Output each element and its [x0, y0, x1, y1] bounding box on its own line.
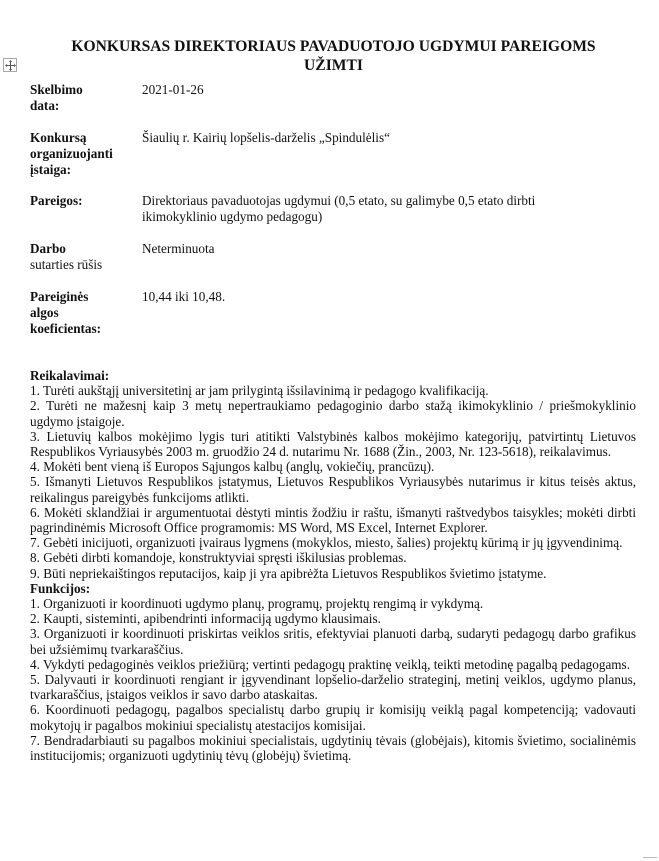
function-item: 6. Koordinuoti pedagogų, pagalbos specialistų darbo grupių ir komisijų veiklą pagal kompetenciją; vadovauti mokytojų ir pagalbos mokiniui specialistų atestacijos komisijai.	[30, 702, 636, 733]
requirement-item: 1. Turėti aukštąjį universitetinį ar jam prilygintą išsilavinimą ir pedagogo kvalifikaciją.	[30, 383, 489, 399]
function-item: 2. Kaupti, sisteminti, apibendrinti informaciją ugdymo klausimais.	[30, 611, 381, 627]
function-item: 7. Bendradarbiauti su pagalbos mokiniui specialistais, ugdytinių tėvais (globėjais), kitomis švietimo, socialinėmis institucijomis; organizuoti ugdytinių tėvų (globėjų) švietimą.	[30, 732, 636, 764]
document-title	[26, 37, 641, 75]
requirement-item: 8. Gebėti dirbti komandoje, konstruktyviai spręsti iškilusias problemas.	[30, 550, 407, 566]
document-body	[30, 368, 636, 763]
info-label: Pareiginės algos koeficientas:	[30, 289, 102, 336]
page-corner-mark	[643, 857, 657, 858]
info-label: Konkursą organizuojanti įstaiga:	[30, 130, 113, 177]
info-value: 2021-01-26	[142, 82, 204, 97]
function-item: 5. Dalyvauti ir koordinuoti rengiant ir įgyvendinant lopšelio-darželio strateginį, metinį veiklos, ugdymo planus, tvarkaraščius, įstaigos veiklos ir savo darbo ataskaitas.	[30, 672, 636, 703]
move-arrows-icon	[5, 60, 16, 71]
requirement-item: 7. Gebėti inicijuoti, organizuoti įvairaus lygmens (mokyklos, miesto, šalies) projektų kūrimą ir jų įgyvendinimą.	[30, 535, 623, 551]
info-label: Pareigos:	[30, 193, 83, 208]
info-value: Šiaulių r. Kairių lopšelis-darželis „Spindulėlis“	[142, 130, 390, 145]
table-move-handle[interactable]	[3, 58, 17, 72]
requirement-item: 9. Būti nepriekaištingos reputacijos, kaip ji yra apibrėžta Lietuvos Respublikos švietimo įstatyme.	[30, 565, 547, 581]
info-label: Darbo sutarties rūšis	[30, 241, 103, 272]
requirement-item: 3. Lietuvių kalbos mokėjimo lygis turi atitikti Valstybinės kalbos mokėjimo kategorijų, patvirtintų Lietuvos Respublikos Vyriausybės 2003 m. gruodžio 24 d. nutarimu Nr. 1688 (Žin., 2003, Nr. 123-5618), reikalavimus.	[30, 428, 636, 460]
functions-heading: Funkcijos:	[30, 580, 91, 596]
requirements-heading: Reikalavimai:	[30, 368, 110, 383]
info-table	[30, 82, 630, 341]
requirement-item: 5. Išmanyti Lietuvos Respublikos įstatymus, Lietuvos Respublikos Vyriausybės nutarimus ir kitus teisės aktus, reikalingus pareigybės funkcijoms atlikti.	[30, 474, 636, 505]
info-row-salary-coefficient	[30, 289, 630, 341]
requirement-item: 6. Mokėti sklandžiai ir argumentuotai dėstyti mintis žodžiu ir raštu, išmanyti raštvedybos taisykles; mokėti dirbti pagrindinėmis Microsoft Office programomis: MS Word, MS Excel, Internet Explorer.	[30, 504, 636, 536]
info-row-date	[30, 82, 630, 130]
function-item: 3. Organizuoti ir koordinuoti priskirtas veiklos sritis, efektyviai planuoti darbą, sudaryti pedagogų darbo grafikus bei užsiėmimų tvarkaraščius.	[30, 626, 636, 657]
info-label: Skelbimo data:	[30, 82, 83, 113]
requirement-item: 2. Turėti ne mažesnį kaip 3 metų nepertraukiamo pedagoginio darbo stažą ikimokyklinio / priešmokyklinio ugdymo įstaigoje.	[30, 398, 636, 429]
title-line-2: UŽIMTI	[304, 57, 363, 74]
title-line-1: KONKURSAS DIREKTORIAUS PAVADUOTOJO UGDYMUI PAREIGOMS	[71, 38, 596, 55]
info-value: Direktoriaus pavaduotojas ugdymui (0,5 etato, su galimybe 0,5 etato dirbti ikimokyklinio ugdymo pedagogu)	[142, 193, 536, 224]
info-row-position	[30, 193, 630, 241]
info-row-organizer	[30, 130, 630, 193]
info-row-contract-type	[30, 241, 630, 289]
function-item: 4. Vykdyti pedagoginės veiklos priežiūrą; vertinti pedagogų praktinę veiklą, teikti metodinę pagalbą pedagogams.	[30, 656, 630, 672]
info-value: 10,44 iki 10,48.	[142, 289, 226, 304]
requirement-item: 4. Mokėti bent vieną iš Europos Sąjungos kalbų (anglų, vokiečių, prancūzų).	[30, 459, 435, 475]
function-item: 1. Organizuoti ir koordinuoti ugdymo planų, programų, projektų rengimą ir vykdymą.	[30, 596, 484, 612]
info-value: Neterminuota	[142, 241, 215, 256]
